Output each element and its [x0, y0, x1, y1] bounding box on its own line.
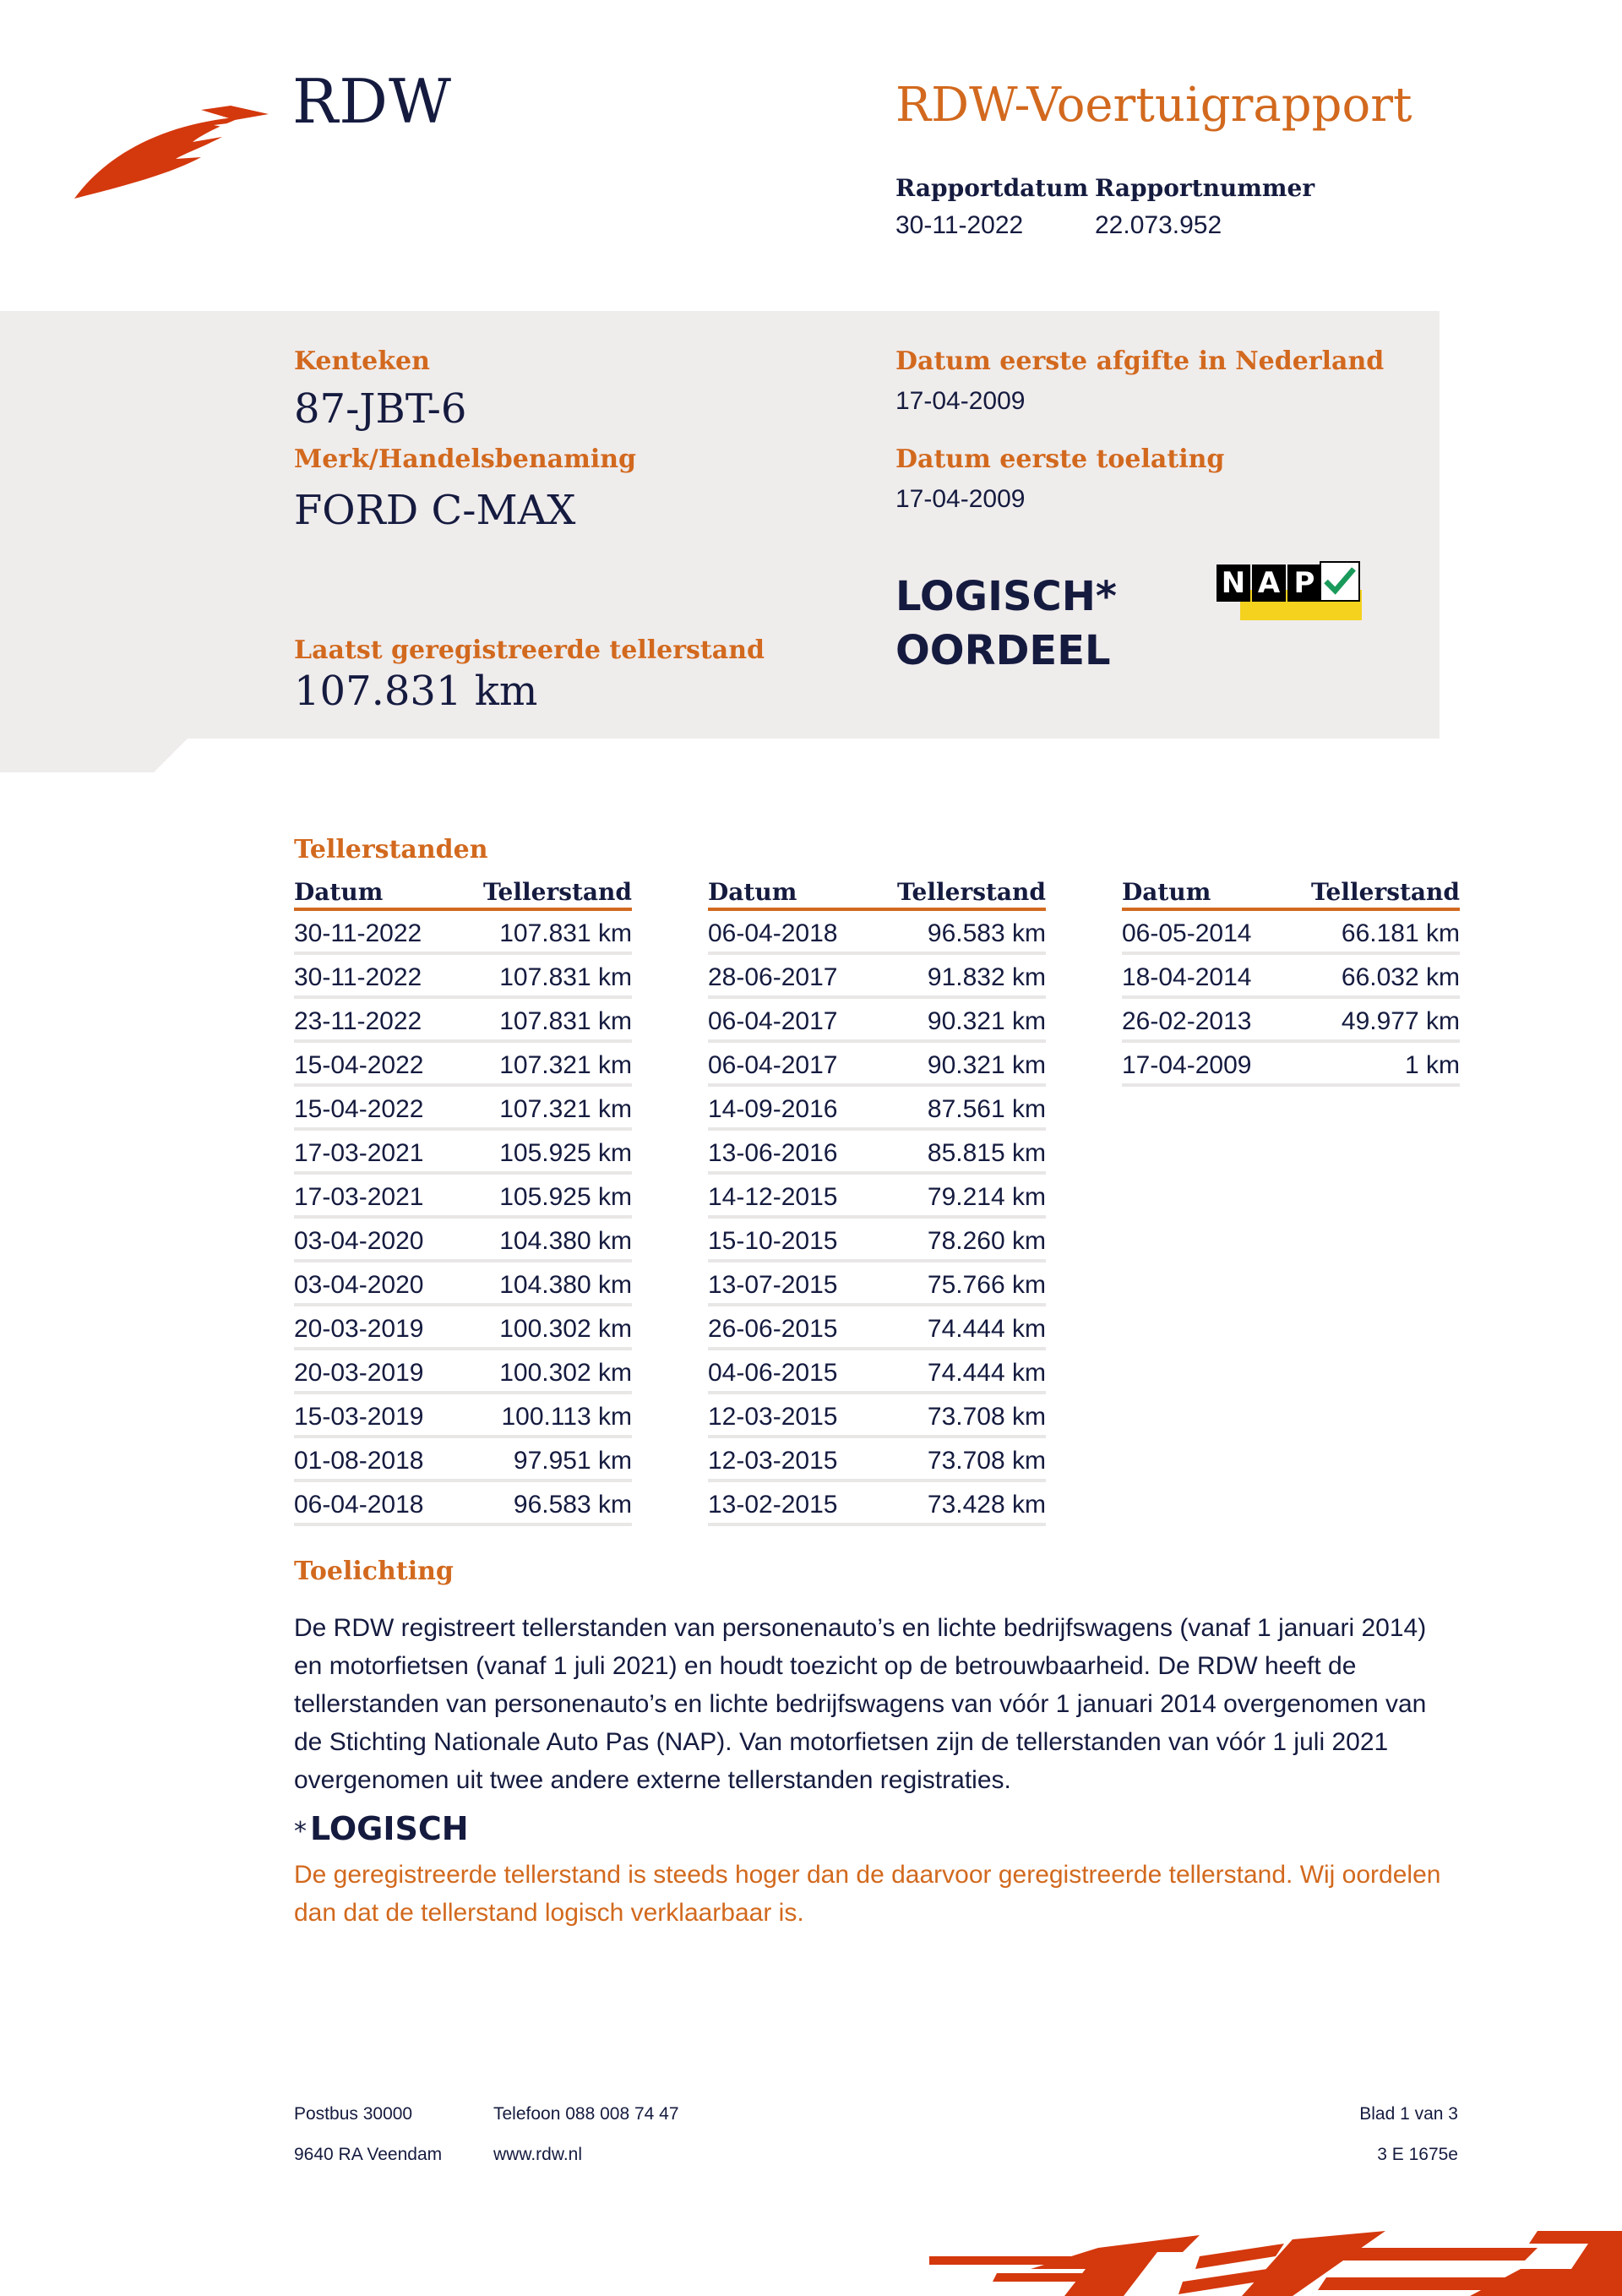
- row-tellerstand: 87.561 km: [927, 1095, 1046, 1123]
- row-date: 06-05-2014: [1122, 919, 1252, 947]
- row-tellerstand: 104.380 km: [499, 1271, 632, 1299]
- row-tellerstand: 105.925 km: [499, 1183, 632, 1211]
- table-row: [708, 1394, 1046, 1438]
- row-date: 04-06-2015: [708, 1359, 838, 1387]
- footer-page: Blad 1 van 3: [1359, 2104, 1458, 2124]
- row-date: 30-11-2022: [294, 963, 422, 991]
- table-row: [1122, 911, 1460, 955]
- rapportnummer-value: 22.073.952: [1095, 211, 1222, 239]
- footer-phone: Telefoon 088 008 74 47: [493, 2104, 679, 2124]
- row-tellerstand: 105.925 km: [499, 1139, 632, 1167]
- row-date: 15-03-2019: [294, 1403, 424, 1431]
- row-tellerstand: 90.321 km: [927, 1051, 1046, 1079]
- toelichting-title: Toelichting: [294, 1557, 454, 1586]
- row-tellerstand: 74.444 km: [927, 1315, 1046, 1343]
- row-tellerstand: 97.951 km: [513, 1447, 632, 1475]
- row-tellerstand: 78.260 km: [927, 1227, 1046, 1255]
- table-row: [294, 999, 632, 1043]
- row-date: 12-03-2015: [708, 1447, 838, 1475]
- row-tellerstand: 90.321 km: [927, 1007, 1046, 1035]
- rapportdatum-label: Rapportdatum: [895, 174, 1089, 202]
- report-title: RDW-Voertuigrapport: [895, 78, 1412, 133]
- table-row: [708, 1350, 1046, 1394]
- row-date: 13-02-2015: [708, 1491, 838, 1519]
- row-tellerstand: 73.428 km: [927, 1491, 1046, 1519]
- row-tellerstand: 74.444 km: [927, 1359, 1046, 1387]
- row-date: 26-06-2015: [708, 1315, 838, 1343]
- row-date: 20-03-2019: [294, 1359, 424, 1387]
- table-row: [708, 1306, 1046, 1350]
- date-header: Datum: [294, 878, 384, 906]
- column-header: [1122, 874, 1460, 911]
- table-row: [708, 1438, 1046, 1482]
- kenteken-label: Kenteken: [294, 346, 430, 376]
- tellerstand-header: Tellerstand: [482, 878, 632, 906]
- row-tellerstand: 66.032 km: [1341, 963, 1460, 991]
- row-date: 14-12-2015: [708, 1183, 838, 1211]
- row-date: 12-03-2015: [708, 1403, 838, 1431]
- eerste-toelating-label: Datum eerste toelating: [895, 444, 1225, 474]
- table-row: [708, 955, 1046, 999]
- merk-label: Merk/Handelsbenaming: [294, 444, 637, 474]
- row-date: 28-06-2017: [708, 963, 838, 991]
- table-row: [294, 1306, 632, 1350]
- table-row: [294, 1131, 632, 1175]
- vehicle-info-panel: [0, 311, 1622, 777]
- row-date: 17-03-2021: [294, 1139, 424, 1167]
- row-tellerstand: 100.302 km: [499, 1359, 632, 1387]
- row-date: 03-04-2020: [294, 1271, 424, 1299]
- row-date: 15-04-2022: [294, 1095, 424, 1123]
- table-row: [294, 1087, 632, 1131]
- row-tellerstand: 107.321 km: [499, 1095, 632, 1123]
- row-tellerstand: 107.831 km: [499, 1007, 632, 1035]
- column-header: [294, 874, 632, 911]
- table-row: [294, 1175, 632, 1219]
- row-tellerstand: 107.321 km: [499, 1051, 632, 1079]
- table-row: [1122, 1043, 1460, 1087]
- logisch-note-title: [294, 1810, 469, 1847]
- checkmark-icon: [1320, 561, 1360, 602]
- table-row: [708, 911, 1046, 955]
- toelichting-text: De RDW registreert tellerstanden van personenauto’s en lichte bedrijfswagens (vanaf 1 januari 2014) en motorfietsen (vanaf 1 juli 2021) en houdt toezicht op de betrouwbaarheid. De RDW heeft de tellerstanden van personenauto’s en lichte bedrijfswagens van vóór 1 januari 2014 overgenomen van de Stichting Nationale Auto Pas (NAP). Van motorfietsen zijn de tellerstanden van vóór 1 juli 2021 overgenomen uit twee andere externe tellerstanden registraties.: [294, 1614, 1427, 1794]
- row-tellerstand: 85.815 km: [927, 1139, 1046, 1167]
- row-tellerstand: 107.831 km: [499, 963, 632, 991]
- row-tellerstand: 73.708 km: [927, 1447, 1046, 1475]
- eerste-toelating-value: 17-04-2009: [895, 485, 1026, 513]
- row-date: 23-11-2022: [294, 1007, 422, 1035]
- footer-address: 9640 RA Veendam: [294, 2145, 443, 2164]
- row-tellerstand: 100.113 km: [501, 1403, 632, 1431]
- nap-letter-p: P: [1287, 564, 1321, 602]
- table-row: [294, 1350, 632, 1394]
- asterisk: *: [294, 1817, 307, 1846]
- tellerstand-header: Tellerstand: [896, 878, 1046, 906]
- table-row: [294, 911, 632, 955]
- row-tellerstand: 73.708 km: [927, 1403, 1046, 1431]
- nap-letter-n: N: [1216, 564, 1250, 602]
- row-tellerstand: 96.583 km: [927, 919, 1046, 947]
- eerste-afgifte-value: 17-04-2009: [895, 387, 1026, 415]
- laatst-label: Laatst geregistreerde tellerstand: [294, 635, 765, 665]
- row-tellerstand: 100.302 km: [499, 1315, 632, 1343]
- row-date: 15-10-2015: [708, 1227, 838, 1255]
- tellerstanden-column-3: [1122, 874, 1460, 1087]
- row-date: 06-04-2018: [708, 919, 838, 947]
- date-header: Datum: [1122, 878, 1211, 906]
- table-row: [708, 1263, 1046, 1306]
- brand-name: RDW: [292, 66, 452, 137]
- footer-code: 3 E 1675e: [1377, 2145, 1458, 2164]
- table-row: [708, 1482, 1046, 1526]
- table-row: [708, 1043, 1046, 1087]
- row-date: 17-03-2021: [294, 1183, 424, 1211]
- row-tellerstand: 49.977 km: [1341, 1007, 1460, 1035]
- table-row: [294, 1438, 632, 1482]
- row-date: 20-03-2019: [294, 1315, 424, 1343]
- tellerstanden-column-1: [294, 874, 632, 1526]
- verdict-line2: OORDEEL: [895, 627, 1111, 674]
- tellerstanden-column-2: [708, 874, 1046, 1526]
- row-date: 18-04-2014: [1122, 963, 1252, 991]
- logisch-note-text: De geregistreerde tellerstand is steeds hoger dan de daarvoor geregistreerde tellerstand. Wij oordelen dan dat de tellerstand logisch verklaarbaar is.: [294, 1861, 1441, 1927]
- table-row: [294, 1482, 632, 1526]
- table-row: [708, 1087, 1046, 1131]
- row-date: 03-04-2020: [294, 1227, 424, 1255]
- row-tellerstand: 91.832 km: [927, 963, 1046, 991]
- tellerstanden-title: Tellerstanden: [294, 835, 488, 864]
- row-date: 13-07-2015: [708, 1271, 838, 1299]
- rdw-logo-icon: [74, 101, 269, 211]
- merk-value: FORD C-MAX: [294, 487, 576, 534]
- table-row: [708, 1175, 1046, 1219]
- rapportdatum-value: 30-11-2022: [895, 211, 1024, 239]
- row-tellerstand: 96.583 km: [513, 1491, 632, 1519]
- logisch-word: LOGISCH: [310, 1810, 469, 1847]
- table-row: [294, 1394, 632, 1438]
- verdict-line1: LOGISCH*: [895, 573, 1118, 620]
- laatst-value: 107.831 km: [294, 668, 538, 715]
- table-row: [1122, 999, 1460, 1043]
- row-date: 06-04-2018: [294, 1491, 424, 1519]
- table-row: [1122, 955, 1460, 999]
- table-row: [294, 955, 632, 999]
- nap-logo: [1216, 564, 1362, 622]
- table-row: [708, 1131, 1046, 1175]
- row-date: 14-09-2016: [708, 1095, 838, 1123]
- footer-website[interactable]: www.rdw.nl: [493, 2145, 583, 2164]
- footer-decoration-icon: [929, 2231, 1622, 2296]
- row-tellerstand: 66.181 km: [1341, 919, 1460, 947]
- kenteken-value: 87-JBT-6: [294, 385, 467, 433]
- row-date: 15-04-2022: [294, 1051, 424, 1079]
- rapportnummer-label: Rapportnummer: [1095, 174, 1315, 202]
- row-date: 30-11-2022: [294, 919, 422, 947]
- tellerstand-header: Tellerstand: [1310, 878, 1460, 906]
- row-date: 26-02-2013: [1122, 1007, 1252, 1035]
- nap-letter-a: A: [1252, 564, 1286, 602]
- date-header: Datum: [708, 878, 797, 906]
- row-date: 17-04-2009: [1122, 1051, 1252, 1079]
- row-tellerstand: 107.831 km: [499, 919, 632, 947]
- footer-postbus: Postbus 30000: [294, 2104, 413, 2124]
- table-row: [294, 1263, 632, 1306]
- column-header: [708, 874, 1046, 911]
- table-row: [294, 1219, 632, 1263]
- eerste-afgifte-label: Datum eerste afgifte in Nederland: [895, 346, 1385, 376]
- row-date: 06-04-2017: [708, 1051, 838, 1079]
- row-tellerstand: 1 km: [1404, 1051, 1460, 1079]
- row-tellerstand: 79.214 km: [927, 1183, 1046, 1211]
- row-date: 01-08-2018: [294, 1447, 424, 1475]
- table-row: [294, 1043, 632, 1087]
- table-row: [708, 999, 1046, 1043]
- row-tellerstand: 75.766 km: [927, 1271, 1046, 1299]
- row-tellerstand: 104.380 km: [499, 1227, 632, 1255]
- table-row: [708, 1219, 1046, 1263]
- row-date: 06-04-2017: [708, 1007, 838, 1035]
- row-date: 13-06-2016: [708, 1139, 838, 1167]
